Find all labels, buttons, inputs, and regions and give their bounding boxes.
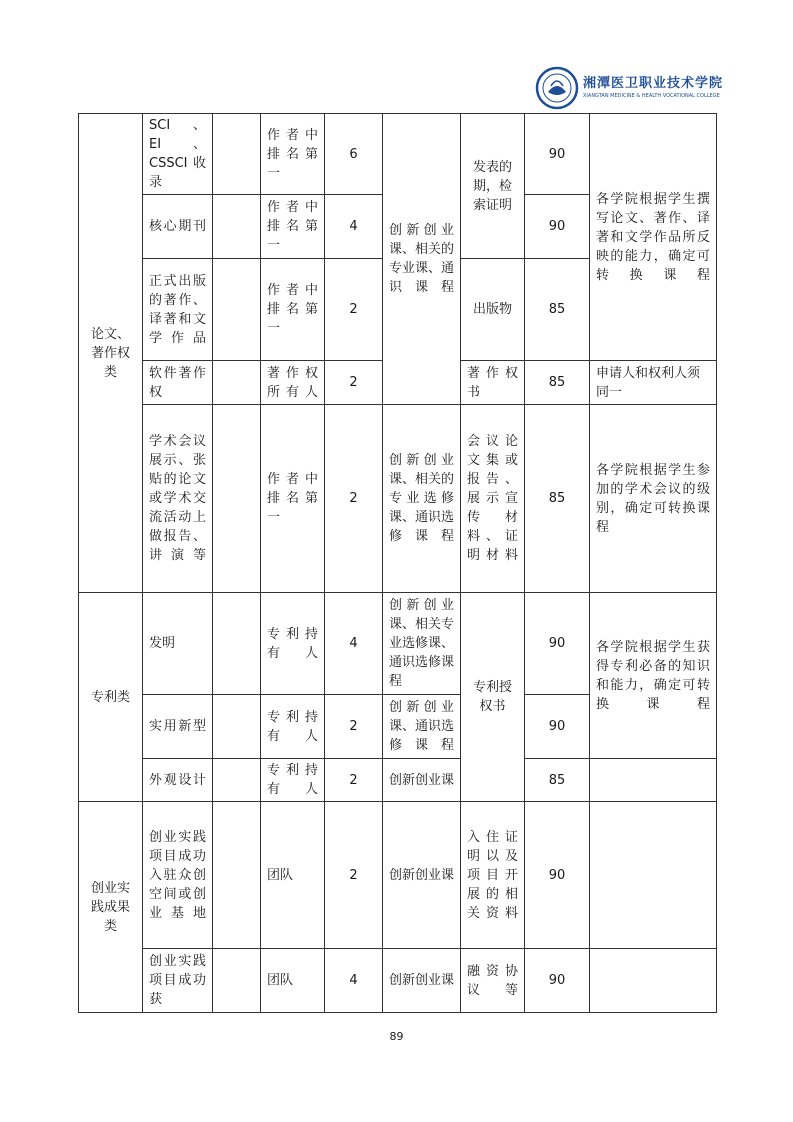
category-cell: 创业实践成果类 [79, 802, 143, 1013]
requirement-cell [213, 195, 261, 259]
evidence-cell: 专利授权书 [461, 593, 525, 802]
role-cell: 团队 [261, 949, 325, 1013]
role-cell: 作者中排名第一 [261, 114, 325, 195]
item-cell: 正式出版的著作、译著和文学作品 [143, 259, 213, 361]
role-cell: 作者中排名第一 [261, 259, 325, 361]
item-cell: 外观设计 [143, 759, 213, 802]
credit-cell: 4 [325, 195, 383, 259]
school-logo [535, 66, 724, 110]
requirement-cell [213, 593, 261, 695]
item-cell: 软件著作权 [143, 361, 213, 405]
course-cell: 创新创业课 [383, 759, 461, 802]
requirement-cell [213, 361, 261, 405]
credit-cell: 2 [325, 802, 383, 949]
note-cell: 各学院根据学生参加的学术会议的级别，确定可转换课程 [590, 405, 717, 593]
requirement-cell [213, 759, 261, 802]
school-name: 湘潭医卫职业技术学院 [583, 76, 724, 91]
requirement-cell [213, 259, 261, 361]
role-cell: 专利持有人 [261, 759, 325, 802]
role-cell: 作者中排名第一 [261, 195, 325, 259]
score-cell: 90 [525, 949, 590, 1013]
table-row [79, 405, 717, 593]
credit-cell: 4 [325, 593, 383, 695]
credit-cell: 6 [325, 114, 383, 195]
item-cell: 实用新型 [143, 695, 213, 759]
note-cell [590, 759, 717, 802]
item-cell: 学术会议展示、张贴的论文或学术交流活动上做报告、讲演等 [143, 405, 213, 593]
role-cell: 著作权所有人 [261, 361, 325, 405]
course-cell: 创新创业课、相关的专业选修课、通识选修课程 [383, 405, 461, 593]
course-cell: 创新创业课 [383, 949, 461, 1013]
table-row [79, 593, 717, 695]
note-cell [590, 802, 717, 949]
note-cell: 各学院根据学生获得专利必备的知识和能力，确定可转换课程 [590, 593, 717, 759]
table-row [79, 802, 717, 949]
evidence-cell: 发表的期，检索证明 [461, 114, 525, 259]
item-cell: SCI、EI、CSSCI 收录 [143, 114, 213, 195]
requirement-cell [213, 695, 261, 759]
item-cell: 核心期刊 [143, 195, 213, 259]
note-cell: 申请人和权利人须同一 [590, 361, 717, 405]
score-cell: 85 [525, 405, 590, 593]
note-cell: 各学院根据学生撰写论文、著作、译著和文学作品所反映的能力，确定可转换课程 [590, 114, 717, 361]
table-row [79, 759, 717, 802]
score-cell: 85 [525, 759, 590, 802]
credit-cell: 2 [325, 259, 383, 361]
table-row [79, 114, 717, 195]
credit-cell: 2 [325, 695, 383, 759]
score-cell: 85 [525, 259, 590, 361]
role-cell: 作者中排名第一 [261, 405, 325, 593]
role-cell: 团队 [261, 802, 325, 949]
credit-conversion-table [78, 113, 717, 1013]
credit-cell: 4 [325, 949, 383, 1013]
category-cell: 论文、著作权类 [79, 114, 143, 593]
course-cell: 创新创业课、相关专业选修课、通识选修课程 [383, 593, 461, 695]
item-cell: 创业实践项目成功获 [143, 949, 213, 1013]
score-cell: 90 [525, 695, 590, 759]
score-cell: 90 [525, 195, 590, 259]
evidence-cell: 融资协议等 [461, 949, 525, 1013]
score-cell: 85 [525, 361, 590, 405]
category-cell: 专利类 [79, 593, 143, 802]
evidence-cell: 著作权书 [461, 361, 525, 405]
evidence-cell: 会议论文集或报告、展示宣传材料、证明材料 [461, 405, 525, 593]
requirement-cell [213, 802, 261, 949]
score-cell: 90 [525, 802, 590, 949]
score-cell: 90 [525, 593, 590, 695]
item-cell: 创业实践项目成功入驻众创空间或创业基地 [143, 802, 213, 949]
credit-cell: 2 [325, 405, 383, 593]
item-cell: 发明 [143, 593, 213, 695]
evidence-cell: 入住证明以及项目开展的相关资料 [461, 802, 525, 949]
course-cell: 创新创业课 [383, 802, 461, 949]
role-cell: 专利持有人 [261, 593, 325, 695]
requirement-cell [213, 114, 261, 195]
table-row [79, 949, 717, 1013]
school-emblem-icon [535, 66, 579, 110]
page-number: 89 [389, 1030, 404, 1043]
score-cell: 90 [525, 114, 590, 195]
evidence-cell: 出版物 [461, 259, 525, 361]
credit-cell: 2 [325, 759, 383, 802]
requirement-cell [213, 949, 261, 1013]
requirement-cell [213, 405, 261, 593]
credit-cell: 2 [325, 361, 383, 405]
course-cell: 创新创业课、相关的专业课、通识课程 [383, 114, 461, 405]
course-cell: 创新创业课、通识选修课程 [383, 695, 461, 759]
school-name-en: XIANGTAN MEDICINE & HEALTH VOCATIONAL COLLEGE [583, 93, 720, 99]
role-cell: 专利持有人 [261, 695, 325, 759]
note-cell [590, 949, 717, 1013]
